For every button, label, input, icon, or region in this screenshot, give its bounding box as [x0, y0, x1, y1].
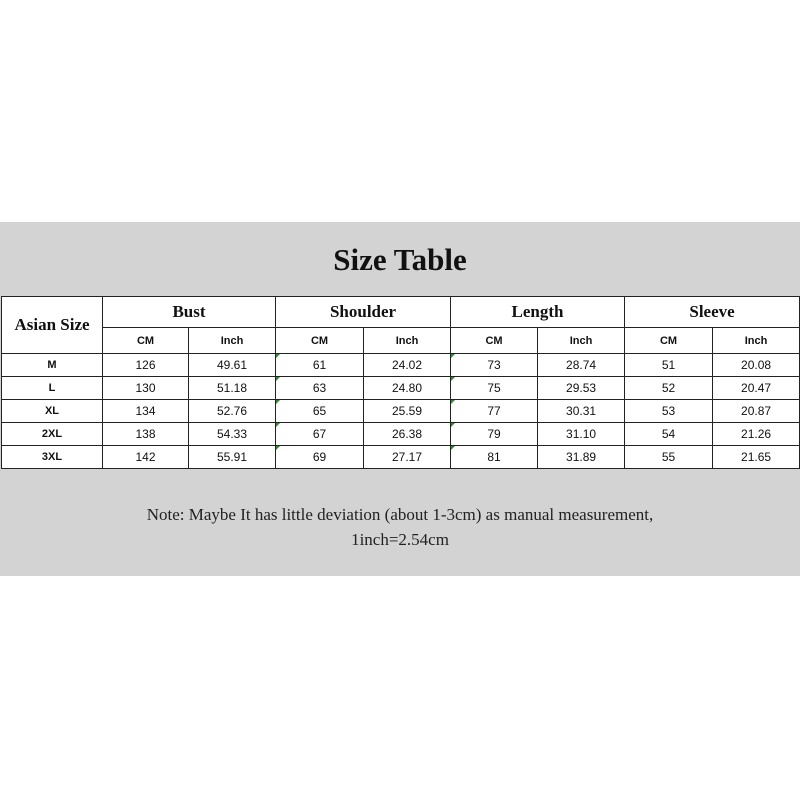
cell-value: 28.74	[566, 358, 597, 372]
table-cell	[364, 354, 451, 377]
table-cell	[189, 377, 276, 400]
cell-value: 27.17	[392, 450, 423, 464]
cell-value: 69	[312, 450, 327, 464]
size-rows	[2, 354, 800, 469]
cell-value: 67	[312, 427, 327, 441]
cell-value: 20.08	[741, 358, 772, 372]
table-cell	[189, 423, 276, 446]
table-cell	[538, 423, 625, 446]
cell-corner-marker	[451, 400, 455, 404]
table-cell	[538, 400, 625, 423]
cell-corner-marker	[276, 446, 280, 450]
cell-value: 20.87	[741, 404, 772, 418]
length-header: Length	[451, 297, 625, 328]
table-cell	[713, 354, 800, 377]
table-cell	[276, 400, 364, 423]
shoulder-header: Shoulder	[276, 297, 451, 328]
cell-value: 49.61	[216, 358, 248, 372]
table-cell	[364, 423, 451, 446]
cell-value: 134	[135, 404, 156, 418]
table-cell	[276, 354, 364, 377]
table-cell	[625, 354, 713, 377]
table-cell	[364, 400, 451, 423]
cell-value: 54.33	[216, 427, 248, 441]
size-label: 2XL	[2, 423, 103, 446]
cell-value: 130	[135, 381, 156, 395]
cell-value: 52	[661, 381, 676, 395]
cell-value: 31.89	[566, 450, 597, 464]
cell-value: 51.18	[216, 381, 248, 395]
table-cell	[625, 446, 713, 469]
table-cell	[103, 423, 189, 446]
cell-value: 77	[487, 404, 501, 418]
table-row	[2, 400, 800, 423]
note-line-1: Note: Maybe It has little deviation (about 1-3cm) as manual measurement,	[146, 505, 654, 524]
unit-header-cm: CM	[625, 328, 713, 354]
table-cell	[451, 377, 538, 400]
cell-corner-marker	[276, 354, 280, 358]
cell-value: 142	[135, 450, 156, 464]
unit-header-cm: CM	[451, 328, 538, 354]
table-cell	[189, 354, 276, 377]
cell-value: 63	[312, 381, 327, 395]
table-cell	[713, 400, 800, 423]
cell-value: 29.53	[566, 381, 597, 395]
size-table	[1, 296, 800, 469]
table-cell	[276, 377, 364, 400]
cell-corner-marker	[276, 400, 280, 404]
cell-corner-marker	[451, 423, 455, 427]
cell-value: 81	[487, 450, 501, 464]
table-cell	[451, 400, 538, 423]
table-cell	[713, 377, 800, 400]
table-row	[2, 446, 800, 469]
table-row	[2, 423, 800, 446]
sleeve-header: Sleeve	[625, 297, 800, 328]
cell-value: 75	[487, 381, 501, 395]
group-header-row	[2, 297, 800, 328]
cell-value: 65	[312, 404, 327, 418]
table-cell	[103, 400, 189, 423]
size-label: L	[2, 377, 103, 400]
table-cell	[189, 400, 276, 423]
cell-value: 52.76	[216, 404, 248, 418]
unit-header-row	[2, 328, 800, 354]
cell-value: 21.65	[741, 450, 772, 464]
unit-header-inch: Inch	[364, 328, 451, 354]
note-line-2: 1inch=2.54cm	[351, 530, 449, 549]
cell-value: 31.10	[566, 427, 597, 441]
measurement-note	[0, 502, 800, 552]
cell-value: 51	[661, 358, 676, 372]
table-cell	[713, 423, 800, 446]
bust-header: Bust	[103, 297, 276, 328]
unit-header-inch: Inch	[189, 328, 276, 354]
table-cell	[364, 446, 451, 469]
table-cell	[538, 446, 625, 469]
cell-value: 24.02	[392, 358, 423, 372]
cell-value: 54	[661, 427, 676, 441]
cell-value: 24.80	[392, 381, 423, 395]
page-title: Size Table	[333, 242, 467, 277]
cell-value: 126	[135, 358, 156, 372]
cell-value: 138	[135, 427, 156, 441]
cell-corner-marker	[451, 354, 455, 358]
cell-value: 61	[312, 358, 327, 372]
table-row	[2, 354, 800, 377]
table-cell	[625, 400, 713, 423]
unit-header-cm: CM	[103, 328, 189, 354]
cell-value: 21.26	[741, 427, 772, 441]
cell-value: 79	[487, 427, 501, 441]
table-cell	[451, 354, 538, 377]
cell-value: 55	[661, 450, 676, 464]
unit-header-inch: Inch	[538, 328, 625, 354]
cell-value: 53	[661, 404, 676, 418]
cell-value: 30.31	[566, 404, 597, 418]
cell-corner-marker	[451, 377, 455, 381]
table-cell	[451, 423, 538, 446]
table-cell	[103, 446, 189, 469]
cell-value: 55.91	[216, 450, 248, 464]
table-cell	[276, 446, 364, 469]
table-cell	[538, 354, 625, 377]
asian-size-header: Asian Size	[2, 297, 103, 354]
size-label: 3XL	[2, 446, 103, 469]
cell-corner-marker	[451, 446, 455, 450]
cell-corner-marker	[276, 377, 280, 381]
unit-header-cm: CM	[276, 328, 364, 354]
size-label: XL	[2, 400, 103, 423]
cell-value: 26.38	[392, 427, 423, 441]
size-label: M	[2, 354, 103, 377]
cell-value: 73	[487, 358, 501, 372]
table-cell	[538, 377, 625, 400]
table-cell	[625, 423, 713, 446]
cell-value: 25.59	[392, 404, 423, 418]
table-row	[2, 377, 800, 400]
table-cell	[103, 377, 189, 400]
cell-value: 20.47	[741, 381, 772, 395]
table-cell	[451, 446, 538, 469]
unit-header-inch: Inch	[713, 328, 800, 354]
cell-corner-marker	[276, 423, 280, 427]
table-cell	[189, 446, 276, 469]
table-cell	[276, 423, 364, 446]
table-cell	[713, 446, 800, 469]
table-cell	[364, 377, 451, 400]
table-cell	[625, 377, 713, 400]
table-cell	[103, 354, 189, 377]
